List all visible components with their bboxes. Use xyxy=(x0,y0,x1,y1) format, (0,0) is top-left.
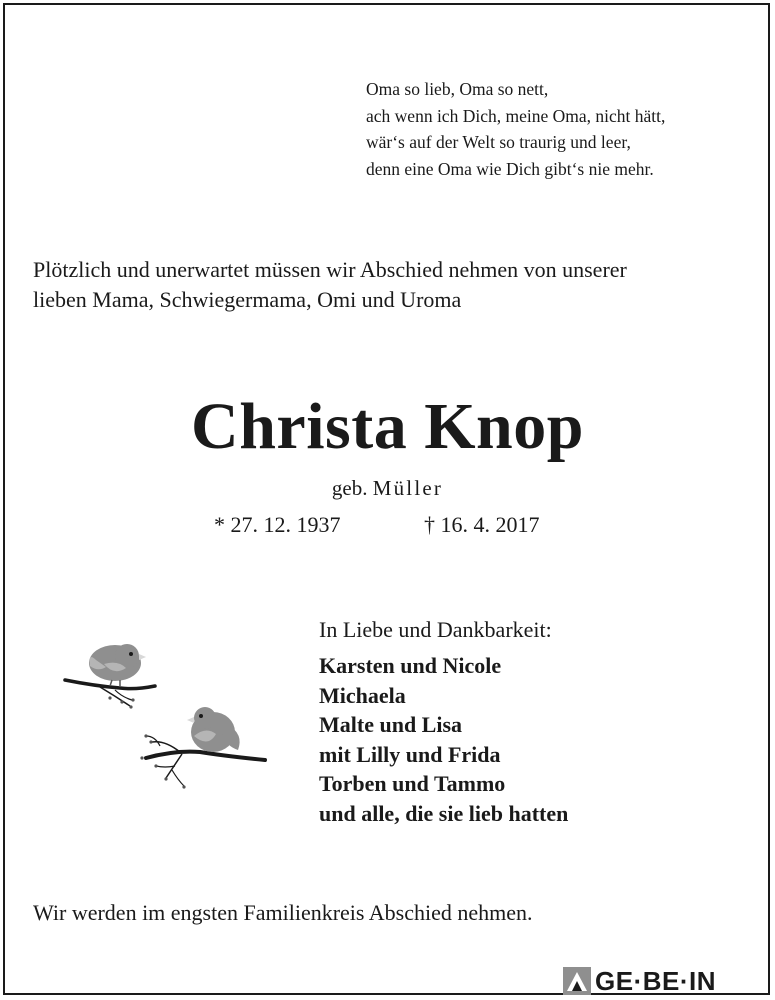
death-date: † 16. 4. 2017 xyxy=(424,512,540,537)
closing-text: Wir werden im engsten Familienkreis Abschied nehmen. xyxy=(33,900,533,925)
mourner-entry: Malte und Lisa xyxy=(319,712,463,737)
mourner-entry: Karsten und Nicole xyxy=(319,653,502,678)
poem-line: Oma so lieb, Oma so nett, xyxy=(366,79,549,99)
gebein-logo xyxy=(563,966,716,996)
poem-line: wär‘s auf der Welt so traurig und leer, xyxy=(366,132,631,152)
maiden-name-line xyxy=(0,474,775,502)
intro-line: lieben Mama, Schwiegermama, Omi und Uroma xyxy=(33,287,462,312)
mourner-entry: Torben und Tammo xyxy=(319,771,506,796)
mourners-heading: In Liebe und Dankbarkeit: xyxy=(319,617,552,642)
mourner-entry: und alle, die sie lieb hatten xyxy=(319,800,569,826)
intro-line: Plötzlich und unerwartet müssen wir Abschied nehmen von unserer xyxy=(33,257,627,282)
mourner-entry: mit Lilly und Frida xyxy=(319,741,501,767)
maiden-name: Müller xyxy=(372,476,444,500)
two-birds-on-branches-illustration xyxy=(60,630,270,800)
intro-text xyxy=(33,255,627,315)
deceased-name: Christa Knop xyxy=(191,390,584,463)
mourner-entry: Michaela xyxy=(319,682,406,708)
poem-line: ach wenn ich Dich, meine Oma, nicht hätt, xyxy=(366,105,666,126)
mourners-list xyxy=(319,651,568,828)
logo-text: GE·BE·IN xyxy=(595,966,716,996)
poem xyxy=(366,76,665,182)
birth-date: * 27. 12. 1937 xyxy=(214,512,341,537)
nee-prefix: geb. xyxy=(331,476,368,500)
poem-line: denn eine Oma wie Dich gibt‘s nie mehr. xyxy=(366,158,654,179)
gebein-logo-icon xyxy=(563,967,591,995)
